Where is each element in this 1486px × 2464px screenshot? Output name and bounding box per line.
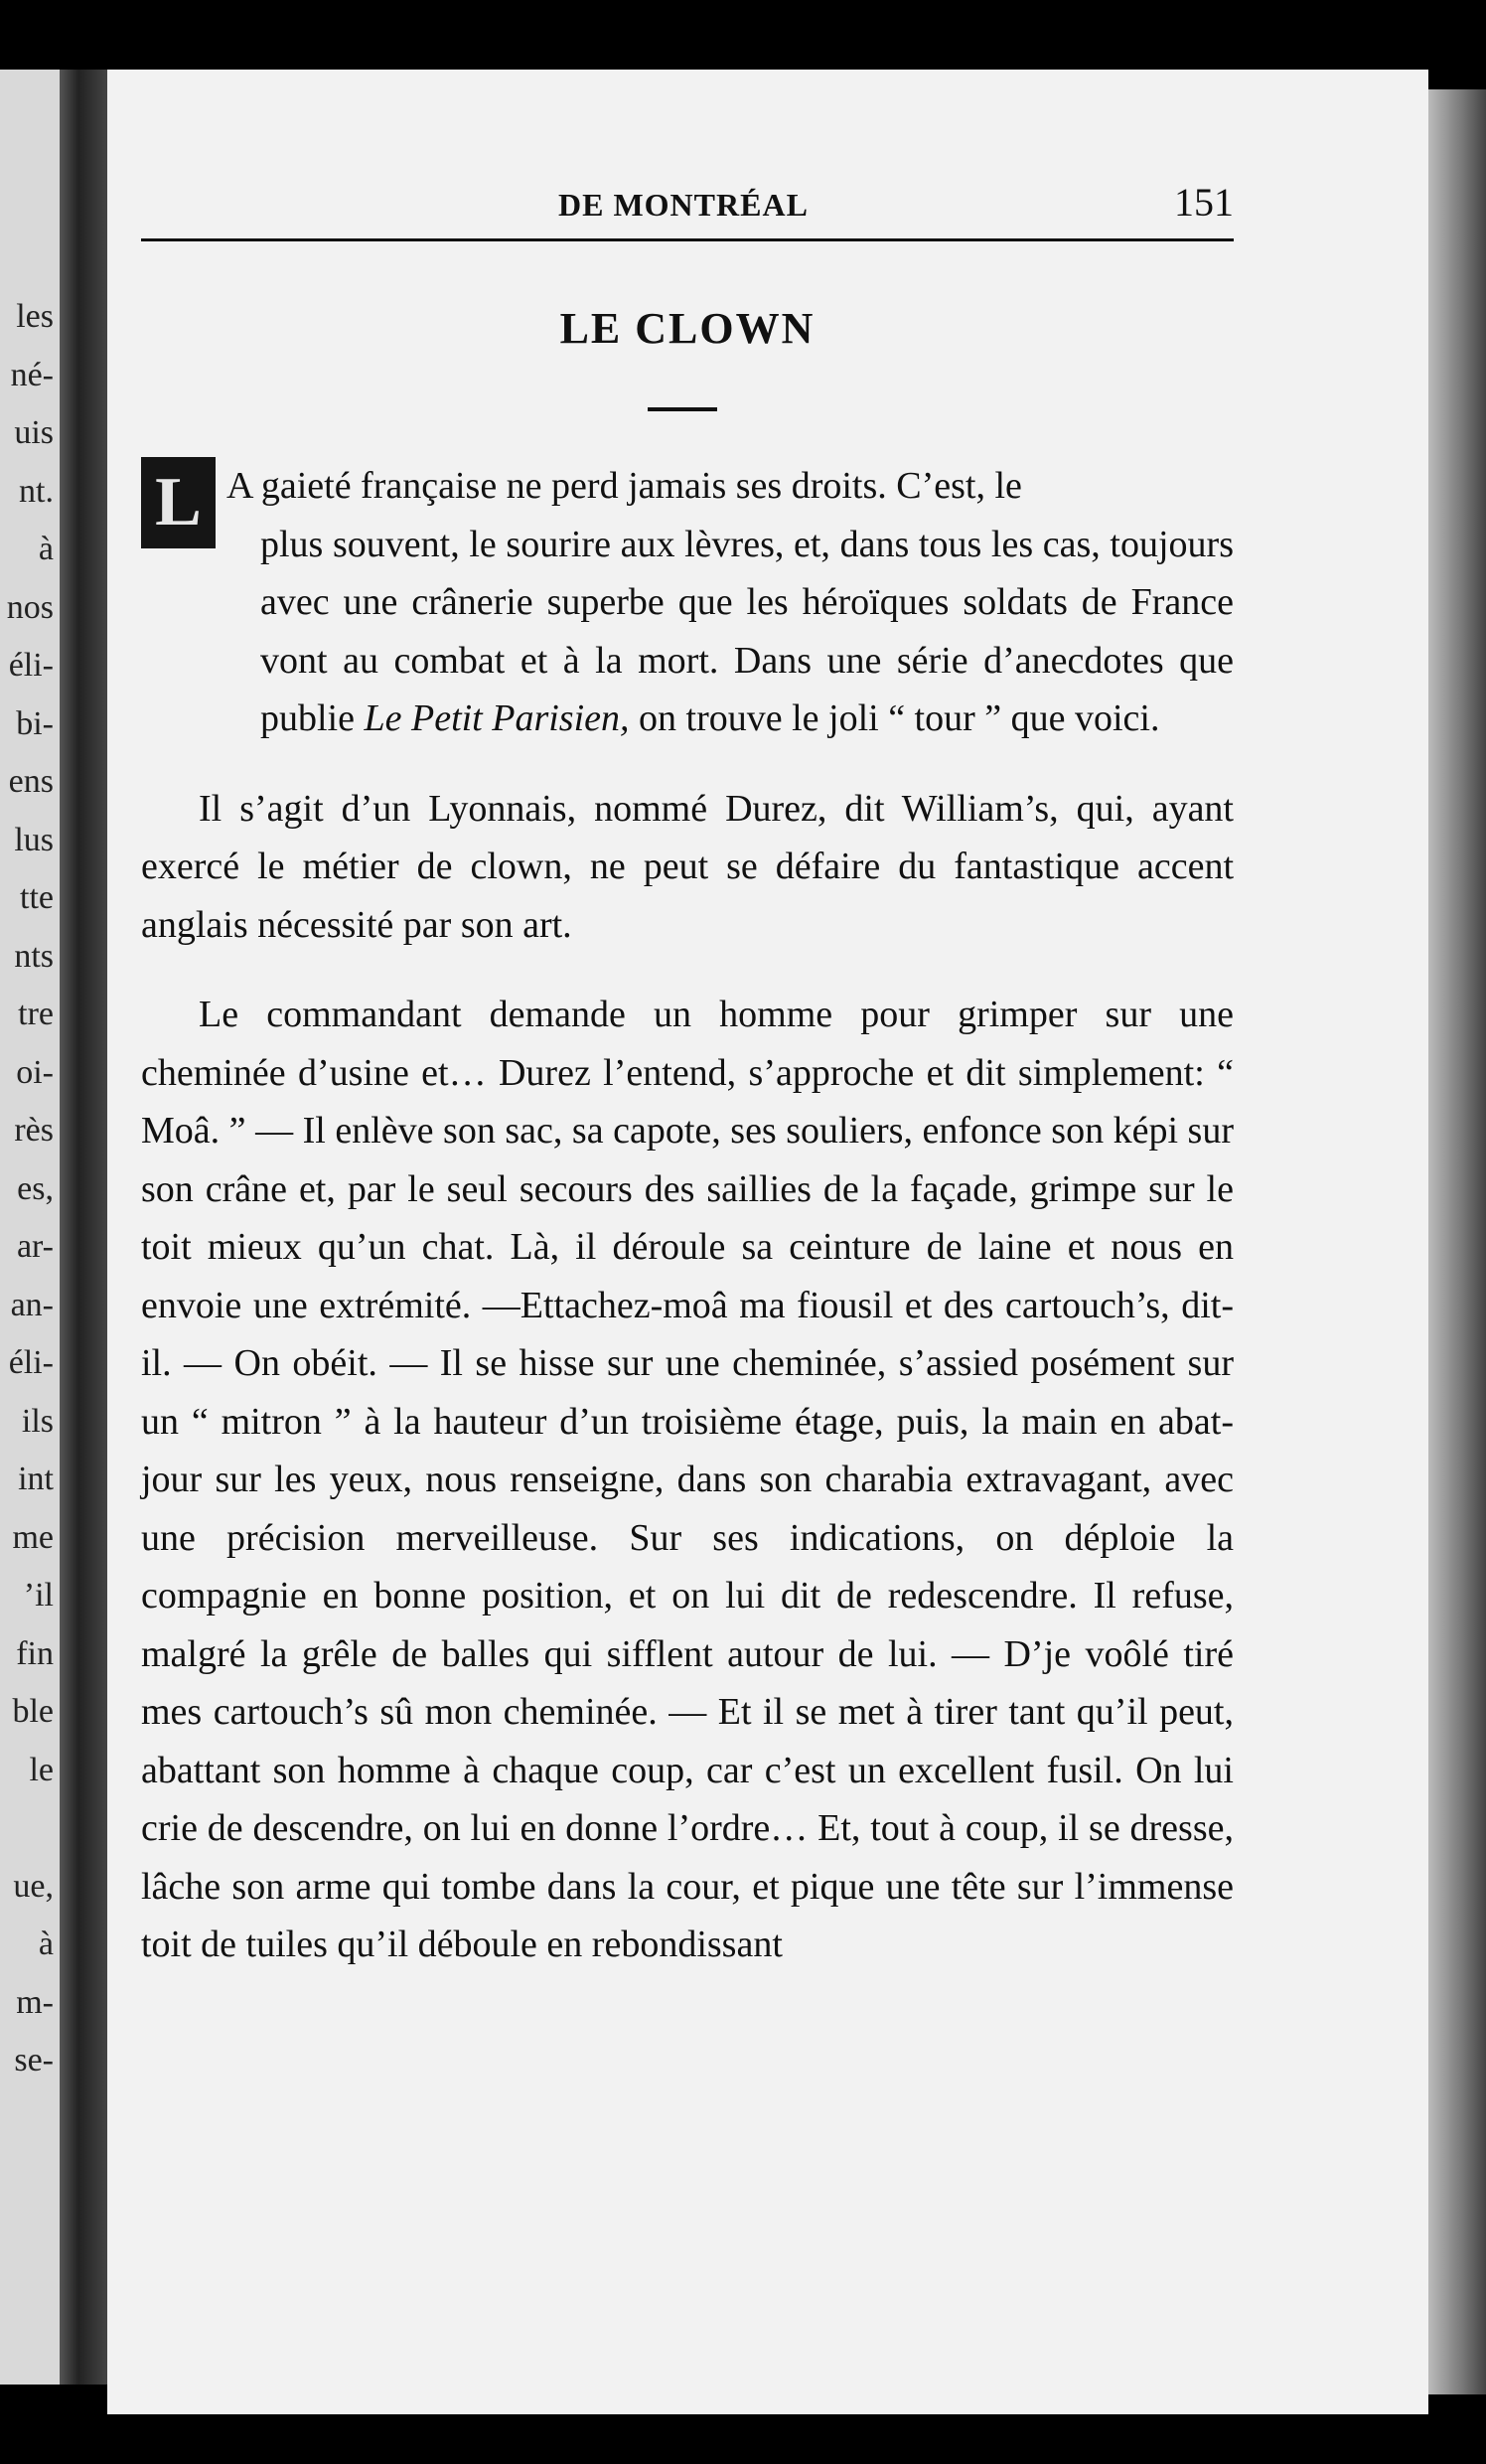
left-fragment: ens	[8, 763, 54, 800]
left-fragment: le	[29, 1751, 54, 1788]
left-fragment: éli-	[8, 647, 54, 684]
left-fragment: tte	[20, 879, 54, 916]
header-rule	[141, 238, 1234, 241]
page-stack-edge	[1428, 89, 1486, 2394]
dropcap-initial: L	[141, 457, 216, 548]
left-fragment: ble	[12, 1693, 54, 1730]
left-fragment: ils	[21, 1402, 54, 1440]
page-number: 151	[1174, 180, 1234, 225]
article-body	[141, 457, 1234, 1974]
left-fragment: uis	[14, 414, 54, 451]
left-fragment: à	[38, 1925, 54, 1962]
left-fragment: m-	[16, 1983, 54, 2021]
left-fragment	[0, 1799, 60, 1858]
left-fragment: les	[16, 298, 54, 335]
left-fragment: nos	[6, 588, 54, 626]
left-fragment: nts	[14, 937, 54, 975]
left-fragment: me	[12, 1518, 54, 1556]
left-fragment: ’il	[23, 1577, 54, 1614]
left-fragment: an-	[10, 1286, 54, 1323]
left-fragment: oi-	[16, 1053, 54, 1091]
paragraph-3: Le commandant demande un homme pour grimper sur une cheminée d’usine et… Durez l’entend, s’approche et dit simplement: “ Moâ. ” — Il enlève son sac, sa capote, ses souliers, enfonce son képi sur son crâne et, par le seul secours des saillies de la façade, grimpe sur le toit mieux qu’un chat. Là, il déroule sa ceinture de laine et nous en envoie une extrémité. —Ettachez-moâ ma fiousil et des cartouch’s, dit-il. — On obéit. — Il se hisse sur une cheminée, s’assied posément sur un “ mitron ” à la hauteur d’un troisième étage, puis, la main en abat-jour sur les yeux, nous renseigne, dans son charabia extravagant, avec une précision merveilleuse. Sur ses indications, on déploie la compagnie en bonne position, et on lui dit de redescendre. Il refuse, malgré la grêle de balles qui sifflent autour de lui. — D’je voôlé tiré mes cartouch’s sû mon cheminée. — Et il se met à tirer tant qu’il peut, abattant son homme à chaque coup, car c’est un excellent fusil. On lui crie de descendre, on lui en donne l’ordre… Et, tout à coup, il se dresse, lâche son arme qui tombe dans la cour, et pique une tête sur l’immense toit de tuiles qu’il déboule en rebondissant	[141, 994, 1234, 1965]
left-fragment: fin	[16, 1634, 54, 1672]
paragraph-2: Il s’agit d’un Lyonnais, nommé Durez, dit William’s, qui, ayant exercé le métier de clown, ne peut se défaire du fantastique accent anglais nécessité par son art.	[141, 787, 1234, 946]
left-fragment: ar-	[16, 1228, 54, 1265]
left-fragment: éli-	[8, 1344, 54, 1381]
left-fragment: ue,	[13, 1867, 54, 1905]
left-page-edge	[0, 70, 60, 2385]
left-fragment: bi-	[16, 704, 54, 742]
left-page-fragments	[0, 288, 60, 2090]
newspaper-title: Le Petit Parisien,	[364, 697, 630, 739]
left-fragment: né-	[10, 356, 54, 393]
left-fragment: es,	[17, 1169, 54, 1207]
book-gutter	[60, 70, 107, 2385]
left-fragment: int	[18, 1461, 54, 1497]
paragraph-1-line-1: A gaieté française ne perd jamais ses droits. C’est, le	[226, 465, 1022, 507]
left-fragment: rès	[14, 1112, 54, 1149]
paragraph-1-rest: plus souvent, le sourire aux lèvres, et, dans tous les cas, toujours avec une crânerie superbe que les héroïques soldats de France vont au combat et à la mort. Dans une série d’anecdotes que publie Le Petit Parisien, on trouve le joli “ tour ” que voici.	[260, 523, 1234, 739]
article-title: LE CLOWN	[559, 304, 816, 353]
left-fragment: à	[38, 531, 54, 567]
left-fragment: lus	[14, 821, 54, 858]
paragraph-1	[141, 457, 1234, 748]
running-head: DE MONTRÉAL	[558, 187, 809, 223]
title-divider	[648, 407, 717, 411]
page-header	[141, 179, 1234, 238]
left-fragment: nt.	[19, 472, 54, 510]
left-fragment: se-	[14, 2042, 54, 2079]
left-fragment: tre	[18, 996, 54, 1032]
